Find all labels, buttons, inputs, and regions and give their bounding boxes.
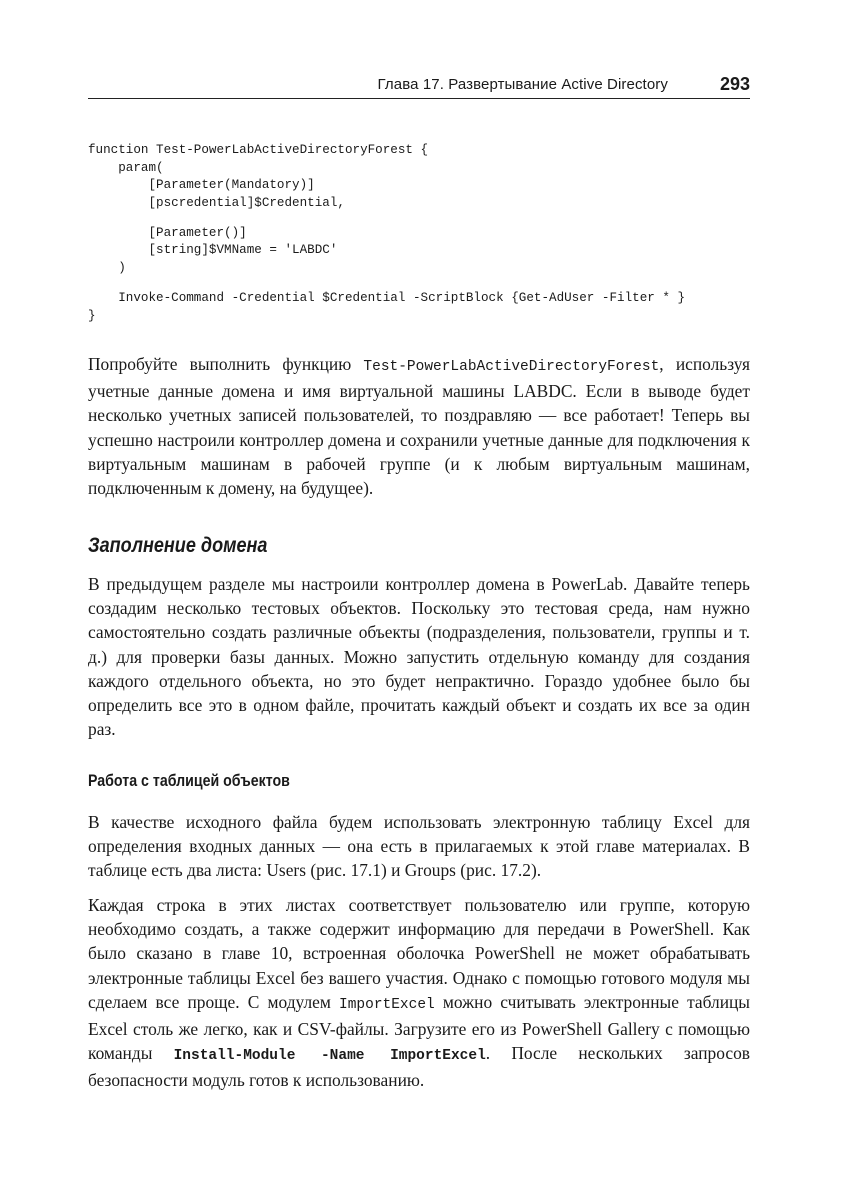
code-line: [string]$VMName = 'LABDC' (88, 243, 338, 258)
code-listing (88, 142, 685, 325)
body-paragraph-3: В качестве исходного файла будем использовать электронную таблицу Excel для определения входных данных — она есть в прилагаемых к этой главе материалах. В таблице есть два листа: Users (рис. 17.1) и Groups (рис. 17.2). (88, 812, 750, 881)
inline-code-bold: Install-Module -Name ImportExcel (173, 1048, 486, 1065)
code-line: Invoke-Command -Credential $Credential -ScriptBlock {Get-AdUser -Filter * } (88, 290, 686, 305)
body-paragraph-1: Попробуйте выполнить функцию Test-PowerLabActiveDirectoryForest, используя учетные данные домена и имя виртуальной машины LABDC. Если в выводе будет несколько учетных записей пользователей, то поздравляю — все работает! Теперь вы успешно настроили контроллер домена и сохранили учетные данные для подключения к виртуальным машинам в рабочей группе (и к любым виртуальным машинам, подключенным к домену, на будущее). (88, 354, 750, 499)
inline-code: Test-PowerLabActiveDirectoryForest (363, 359, 660, 375)
page-number: 293 (719, 73, 750, 94)
code-line: [Parameter(Mandatory)] (88, 178, 315, 193)
code-line (88, 213, 685, 225)
inline-code: ImportExcel (339, 996, 435, 1013)
body-paragraph-2: В предыдущем разделе мы настроили контроллер домена в PowerLab. Давайте теперь создадим несколько тестовых объектов. Поскольку это тестовая среда, нам нужно самостоятельно создать различные объекты (подразделения, пользователи, группы и т. д.) для проверки базы данных. Можно запустить отдельную команду для создания каждого отдельного объекта, но это будет непрактично. Гораздо удобнее было бы определить все это в одном файле, прочитать каждый объект и создать их все за один раз. (88, 574, 750, 740)
section-heading: Заполнение домена (88, 534, 268, 557)
subsection-heading: Работа с таблицей объектов (88, 772, 290, 790)
code-line: param( (88, 160, 164, 175)
code-line: } (88, 308, 96, 323)
running-title: Глава 17. Развертывание Active Directory (377, 75, 668, 93)
page-header (88, 70, 750, 99)
body-paragraph-4: Каждая строка в этих листах соответствует пользователю или группе, которую необходимо создать, а также содержит информацию для передачи в PowerShell. Как было сказано в главе 10, встроенная оболочка PowerShell не может обрабатывать электронные таблицы Excel без вашего участия. Однако с помощью готового модуля мы сделаем все проще. С модулем ImportExcel можно считывать электронные таблицы Excel столь же легко, как и CSV-файлы. Загрузите его из PowerShell Gallery с помощью команды Install-Module -Name ImportExcel. После нескольких запросов безопасности модуль готов к использованию. (88, 895, 750, 1091)
code-line: [pscredential]$Credential, (88, 196, 345, 211)
code-line: function Test-PowerLabActiveDirectoryForest { (88, 143, 429, 157)
code-line (88, 278, 685, 290)
code-line: [Parameter()] (88, 225, 247, 240)
code-line: ) (88, 261, 126, 276)
